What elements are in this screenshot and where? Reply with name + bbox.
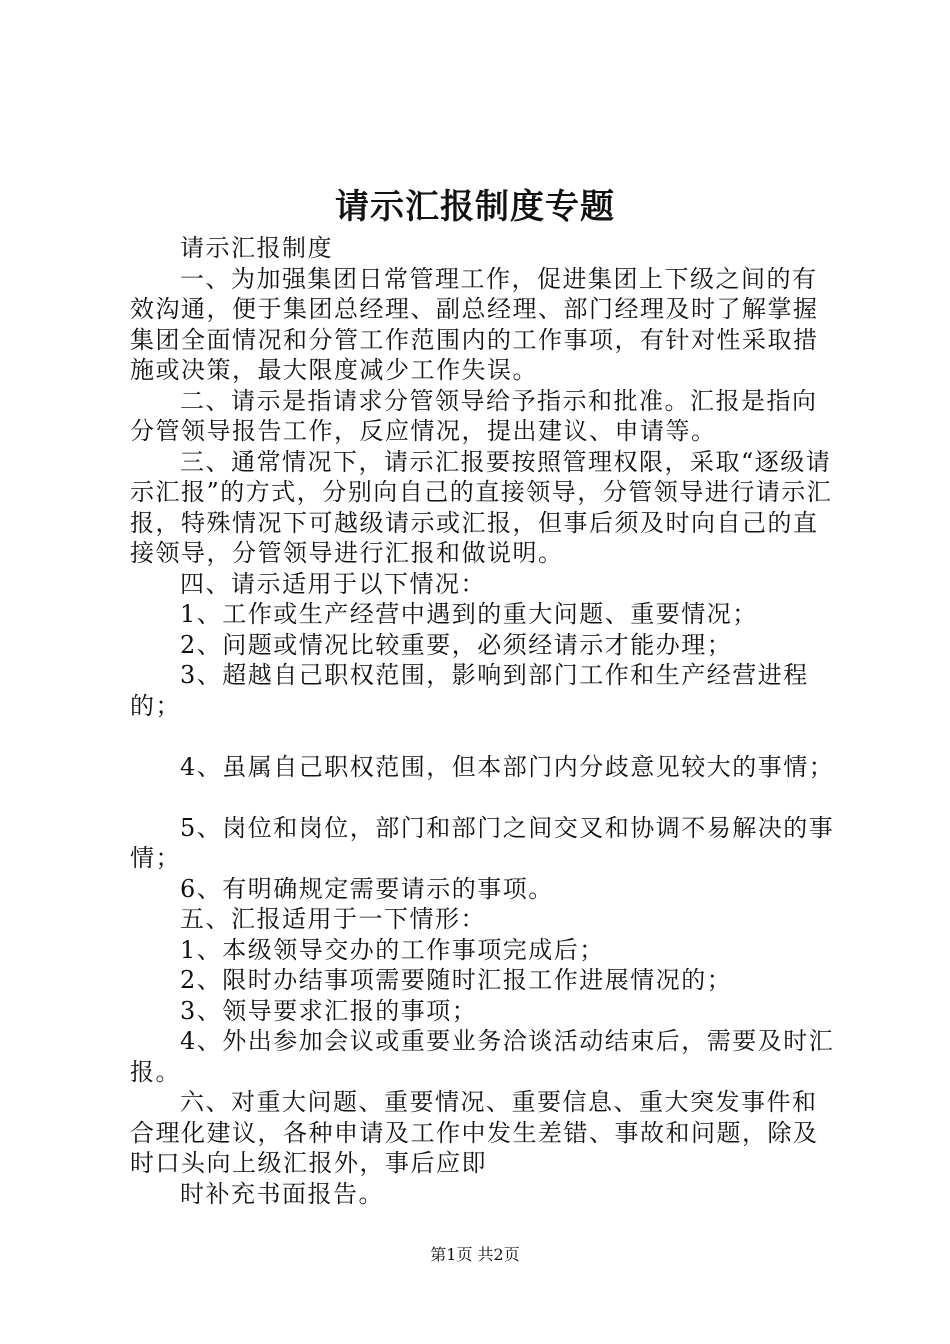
paragraph-section-5: 五、汇报适用于一下情形：	[180, 905, 486, 933]
paragraph-section-3: 三、通常情况下，请示汇报要按照管理权限，采取“逐级请示汇报”的方式，分别向自己的直接领导，分管领导进行请示汇报，特殊情况下可越级请示或汇报，但事后须及时向自己的直接领导，分管领导进行汇报和做说明。	[130, 447, 833, 567]
list-item: 4、外出参加会议或重要业务洽谈活动结束后，需要及时汇报。	[130, 1027, 835, 1086]
document-body	[130, 233, 842, 1209]
list-item: 2、问题或情况比较重要，必须经请示才能办理；	[180, 630, 733, 659]
list-item: 6、有明确规定需要请示的事项。	[180, 874, 554, 903]
list-item: 5、岗位和岗位，部门和部门之间交叉和协调不易解决的事情；	[130, 813, 835, 872]
paragraph-section-6: 六、对重大问题、重要情况、重要信息、重大突发事件和合理化建议，各种申请及工作中发生差错、事故和问题，除及时口头向上级汇报外，事后应即	[130, 1088, 819, 1177]
paragraph-heading: 请示汇报制度	[180, 234, 333, 262]
paragraph-section-2: 二、请示是指请求分管领导给予指示和批准。汇报是指向分管领导报告工作，反应情况，提出建议、申请等。	[130, 386, 818, 445]
page-footer: 第1页 共2页	[430, 1245, 520, 1264]
list-item: 3、超越自己职权范围，影响到部门工作和生产经营进程的；	[130, 661, 809, 720]
list-item: 1、本级领导交办的工作事项完成后；	[180, 935, 605, 964]
paragraph-section-1: 一、为加强集团日常管理工作，促进集团上下级之间的有效沟通，便于集团总经理、副总经理、部门经理及时了解掌握集团全面情况和分管工作范围内的工作事项，有针对性采取措施或决策，最大限度减少工作失误。	[130, 264, 819, 384]
list-item: 3、领导要求汇报的事项；	[180, 996, 478, 1025]
document-title: 请示汇报制度专题	[335, 187, 615, 227]
paragraph-section-4: 四、请示适用于以下情况：	[180, 569, 486, 598]
list-item: 1、工作或生产经营中遇到的重大问题、重要情况；	[180, 600, 758, 628]
list-item: 4、虽属自己职权范围，但本部门内分歧意见较大的事情；	[180, 752, 835, 781]
paragraph-continuation: 时补充书面报告。	[180, 1179, 384, 1208]
list-item: 2、限时办结事项需要随时汇报工作进展情况的；	[180, 966, 733, 994]
